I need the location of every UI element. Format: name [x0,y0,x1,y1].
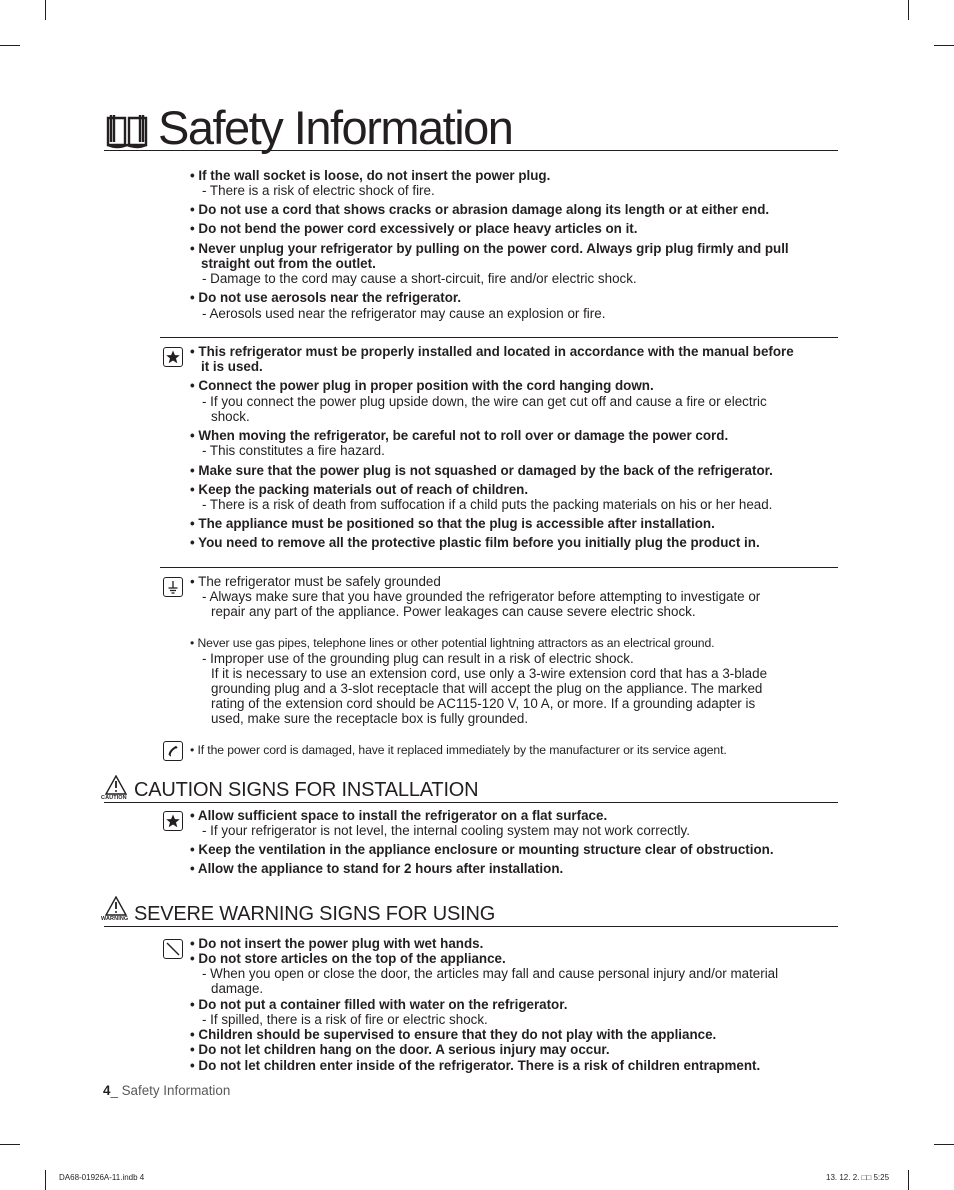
crop-mark [45,1170,46,1190]
list-item: • Never unplug your refrigerator by pulling on the power cord. Always grip plug firmly and pull [190,241,789,256]
crop-mark [908,1170,909,1190]
caution-section-header [101,778,838,803]
list-subitem: - Always make sure that you have grounded the refrigerator before attempting to investigate or [202,589,761,604]
list-subitem: - There is a risk of electric shock of fire. [202,183,435,198]
list-subitem-continued: damage. [211,981,264,996]
list-item: • The appliance must be positioned so that the plug is accessible after installation. [190,516,715,531]
section-title: SEVERE WARNING SIGNS FOR USING [134,903,496,925]
list-subitem-continued: repair any part of the appliance. Power leakages can cause severe electric shock. [211,604,696,619]
caution-label: CAUTION [101,795,127,801]
list-item: • If the wall socket is loose, do not insert the power plug. [190,168,551,183]
list-item: • Keep the ventilation in the appliance enclosure or mounting structure clear of obstruction. [190,842,774,857]
divider [160,567,838,568]
divider [160,337,838,338]
list-item: • This refrigerator must be properly installed and located in accordance with the manual before [190,344,794,359]
list-item: • Allow the appliance to stand for 2 hours after installation. [190,861,564,876]
list-item-continued: it is used. [201,359,263,374]
list-item: • Never use gas pipes, telephone lines or other potential lightning attractors as an electrical ground. [190,636,715,650]
list-item: • Do not store articles on the top of the appliance. [190,951,506,966]
crop-mark [908,0,909,20]
crop-mark [934,1144,954,1145]
ground-icon [163,577,183,597]
list-subitem: - There is a risk of death from suffocation if a child puts the packing materials on his or her head. [202,497,773,512]
list-item: • If the power cord is damaged, have it replaced immediately by the manufacturer or its service agent. [190,743,727,757]
list-subitem: - Damage to the cord may cause a short-circuit, fire and/or electric shock. [202,271,637,286]
phone-icon [163,741,183,761]
list-subitem-continued: shock. [211,409,250,424]
print-slug-right: 13. 12. 2. □□ 5:25 [826,1173,890,1182]
list-subitem-continued: grounding plug and a 3-slot receptacle that will accept the plug on the appliance. The marked [211,681,763,696]
prohibited-icon [163,939,183,959]
list-item: • You need to remove all the protective plastic film before you initially plug the product in. [190,535,760,550]
list-item: • Keep the packing materials out of reach of children. [190,482,529,497]
list-item: • Make sure that the power plug is not squashed or damaged by the back of the refrigerator. [190,463,773,478]
star-icon [163,811,183,831]
list-subitem: - If you connect the power plug upside down, the wire can get cut off and cause a fire or electric [202,394,767,409]
crop-mark [0,45,20,46]
list-subitem: - If your refrigerator is not level, the internal cooling system may not work correctly. [202,823,690,838]
list-subitem: - If spilled, there is a risk of fire or electric shock. [202,1012,488,1027]
print-slug-left: DA68-01926A-11.indb 4 [59,1173,145,1182]
list-item: • Do not let children enter inside of the refrigerator. There is a risk of children entrapment. [190,1058,761,1073]
section-title: CAUTION SIGNS FOR INSTALLATION [134,779,479,801]
list-item-continued: straight out from the outlet. [201,256,376,271]
list-subitem-continued: rating of the extension cord should be AC115-120 V, 10 A, or more. If a grounding adapter is [211,696,756,711]
warning-section-header [101,902,838,927]
list-item: • Do not use aerosols near the refrigerator. [190,290,462,305]
page-title: Safety Information [158,101,513,154]
list-item: • Do not bend the power cord excessively or place heavy articles on it. [190,221,638,236]
warning-label: WARNING [101,916,129,922]
list-subitem-continued: If it is necessary to use an extension cord, use only a 3-wire extension cord that has a 3-blade [211,666,768,681]
list-item: • Do not let children hang on the door. A serious injury may occur. [190,1042,610,1057]
page-number: 4 [103,1083,111,1098]
list-item: • Children should be supervised to ensure that they do not play with the appliance. [190,1027,717,1042]
list-item: • Allow sufficient space to install the refrigerator on a flat surface. [190,808,608,823]
page-header [104,101,838,154]
list-item: • Do not put a container filled with water on the refrigerator. [190,997,568,1012]
book-icon [105,112,149,150]
crop-mark [45,0,46,20]
crop-mark [0,1144,20,1145]
list-item: • Do not insert the power plug with wet hands. [190,936,484,951]
warning-triangle-icon [105,775,127,795]
warning-triangle-icon [105,896,127,916]
page-footer [103,1083,230,1098]
crop-mark [934,45,954,46]
footer-label: _ Safety Information [110,1083,231,1098]
list-subitem: - When you open or close the door, the articles may fall and cause personal injury and/or material [202,966,779,981]
list-subitem: - Aerosols used near the refrigerator may cause an explosion or fire. [202,306,606,321]
list-subitem: - Improper use of the grounding plug can result in a risk of electric shock. [202,651,634,666]
list-item: • Do not use a cord that shows cracks or abrasion damage along its length or at either end. [190,202,770,217]
list-subitem-continued: used, make sure the receptacle box is fully grounded. [211,711,529,726]
list-item: • The refrigerator must be safely grounded [190,574,441,589]
list-item: • Connect the power plug in proper position with the cord hanging down. [190,378,654,393]
list-subitem: - This constitutes a fire hazard. [202,443,385,458]
star-icon [163,347,183,367]
list-item: • When moving the refrigerator, be careful not to roll over or damage the power cord. [190,428,729,443]
